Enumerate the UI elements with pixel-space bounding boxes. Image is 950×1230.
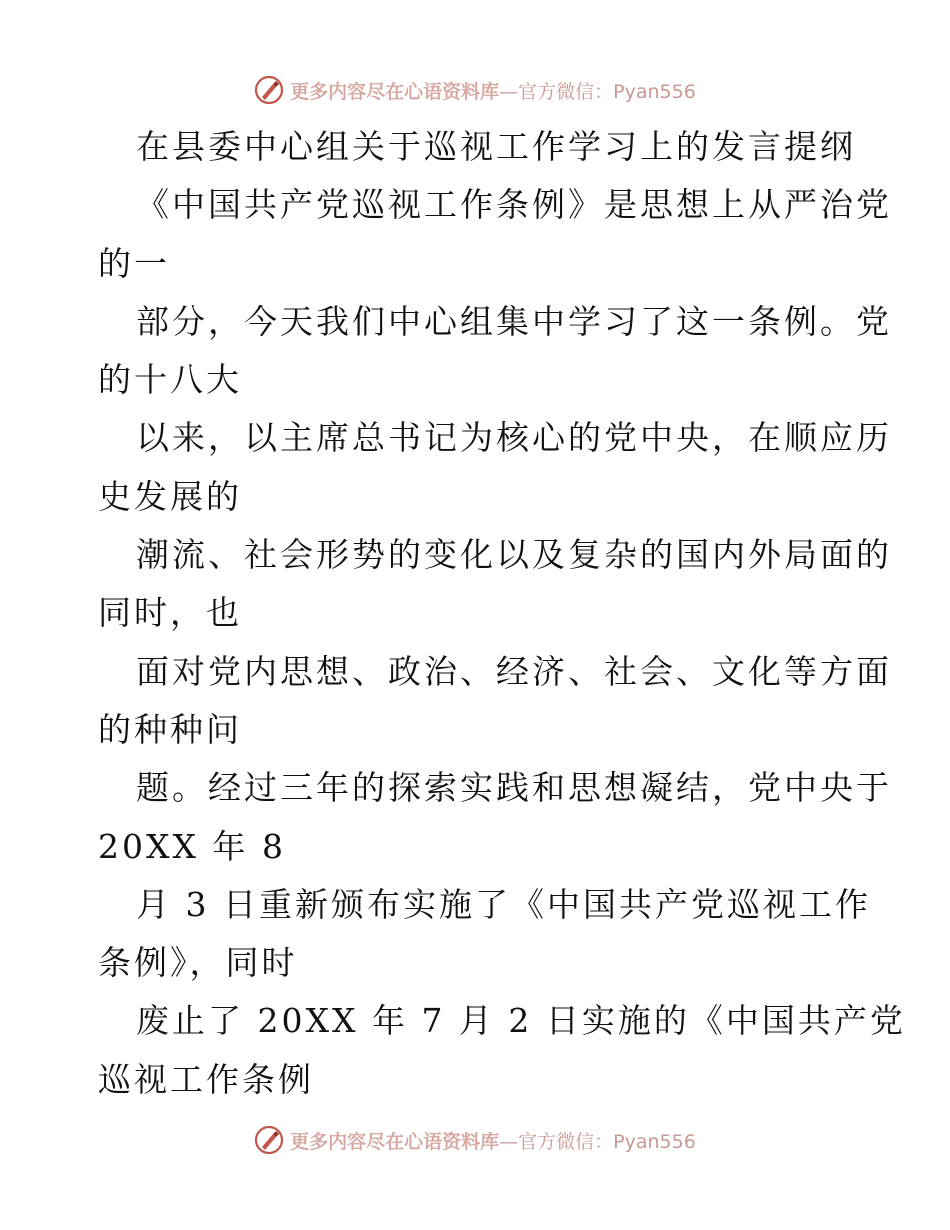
banner-separator: — — [499, 1130, 519, 1153]
text-line: 的一 — [98, 243, 170, 283]
banner-separator: — — [499, 80, 519, 103]
text-line: 部分，今天我们中心组集中学习了这一条例。党 — [136, 301, 892, 341]
text-line: 在县委中心组关于巡视工作学习上的发言提纲 — [136, 127, 856, 166]
header-banner — [0, 70, 950, 110]
text-line: 题。经过三年的探索实践和思想凝结，党中央于 — [136, 768, 892, 808]
pen-logo-icon — [254, 75, 284, 105]
banner-prefix: 更多内容尽在心语资料库 — [290, 1130, 500, 1153]
text-line: 《中国共产党巡视工作条例》是思想上从严治党 — [136, 185, 892, 225]
text-line: 20XX 年 8 — [98, 826, 286, 866]
text-line: 的十八大 — [98, 360, 242, 400]
banner-text — [290, 1127, 696, 1154]
banner-wechat: 官方微信：Pyan556 — [518, 80, 696, 103]
text-line: 的种种问 — [98, 709, 242, 749]
text-line: 巡视工作条例 — [98, 1059, 314, 1099]
text-line: 废止了 20XX 年 7 月 2 日实施的《中国共产党 — [136, 1001, 906, 1041]
footer-banner — [0, 1120, 950, 1160]
text-line: 月 3 日重新颁布实施了《中国共产党巡视工作 — [136, 884, 871, 924]
text-line: 面对党内思想、政治、经济、社会、文化等方面 — [136, 651, 892, 691]
banner-prefix: 更多内容尽在心语资料库 — [290, 80, 500, 103]
text-line: 以来，以主席总书记为核心的党中央，在顺应历 — [136, 418, 892, 458]
banner-wechat: 官方微信：Pyan556 — [518, 1130, 696, 1153]
document-body — [98, 118, 906, 1109]
text-line: 条例》，同时 — [98, 943, 298, 983]
text-line: 潮流、社会形势的变化以及复杂的国内外局面的 — [136, 535, 892, 575]
banner-text — [290, 77, 696, 104]
text-line: 同时，也 — [98, 593, 242, 633]
pen-logo-icon — [254, 1125, 284, 1155]
text-line: 史发展的 — [98, 476, 242, 516]
